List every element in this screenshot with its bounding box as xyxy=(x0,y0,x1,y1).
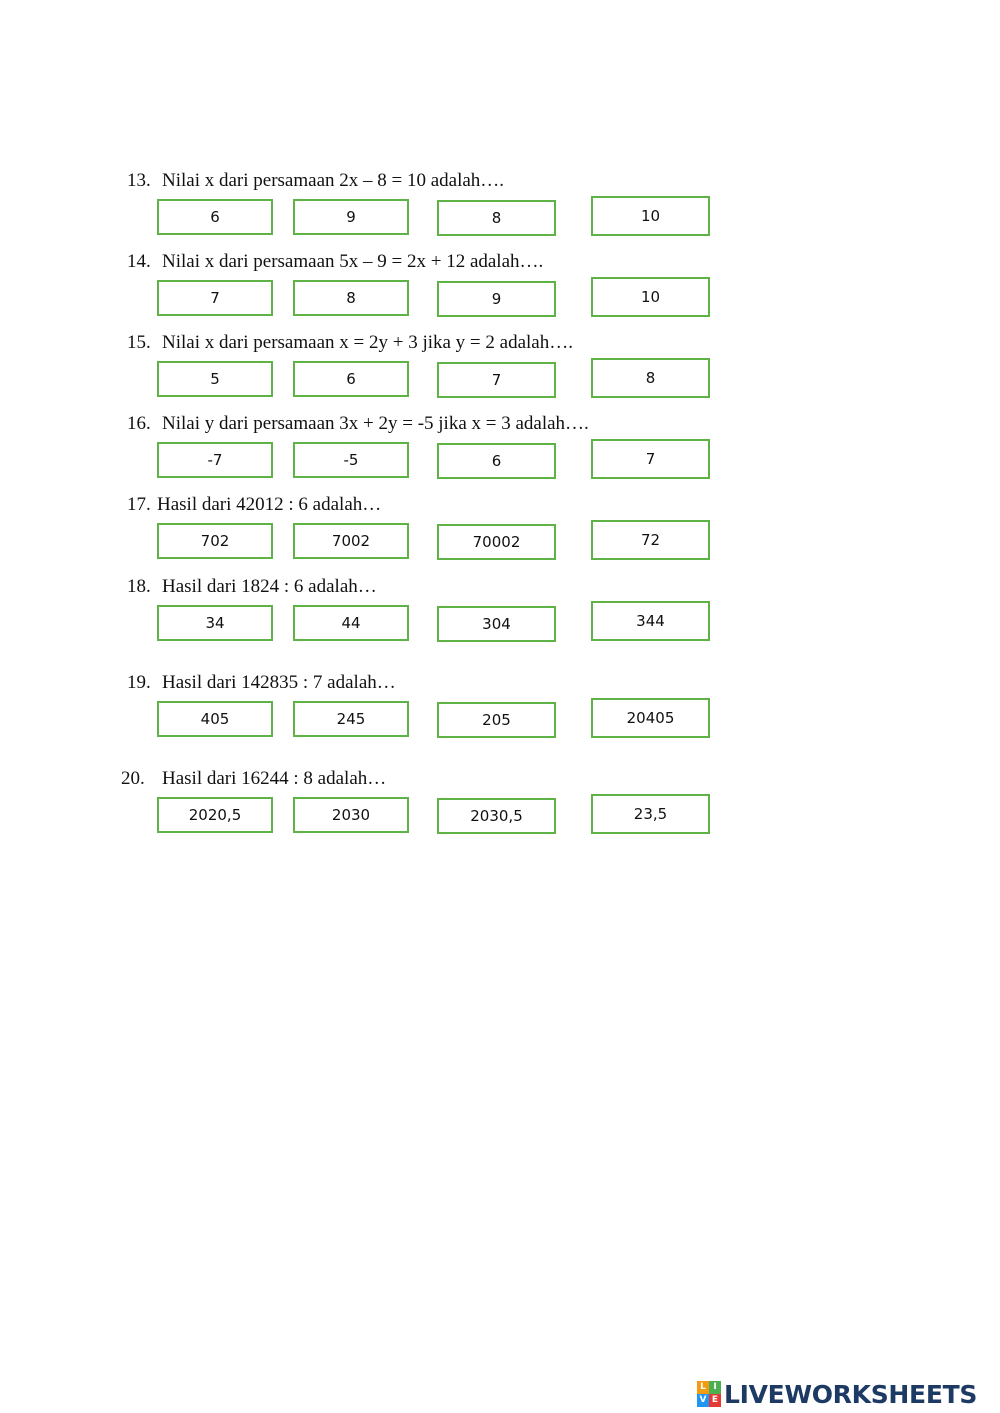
answer-option[interactable]: 405 xyxy=(157,701,273,737)
answer-option[interactable]: 23,5 xyxy=(591,794,710,834)
question-20 xyxy=(121,768,386,790)
logo-letter: E xyxy=(709,1394,721,1407)
answer-option[interactable]: 304 xyxy=(437,606,556,642)
logo-letter: V xyxy=(697,1394,709,1407)
answer-option[interactable]: 245 xyxy=(293,701,409,737)
question-text: Nilai y dari persamaan 3x + 2y = -5 jika x = 3 adalah…. xyxy=(162,413,589,434)
answer-option[interactable]: 10 xyxy=(591,277,710,317)
answer-option[interactable]: -7 xyxy=(157,442,273,478)
question-number: 18. xyxy=(127,576,151,597)
answer-option[interactable]: 5 xyxy=(157,361,273,397)
answer-option[interactable]: 2030,5 xyxy=(437,798,556,834)
question-text: Hasil dari 1824 : 6 adalah… xyxy=(162,576,377,597)
answer-option[interactable]: 7 xyxy=(591,439,710,479)
answer-option[interactable]: 344 xyxy=(591,601,710,641)
question-number: 19. xyxy=(127,672,151,693)
question-text: Hasil dari 42012 : 6 adalah… xyxy=(157,494,382,515)
question-15 xyxy=(127,332,573,354)
question-text: Nilai x dari persamaan 5x – 9 = 2x + 12 adalah…. xyxy=(162,251,544,272)
answer-option[interactable]: 2030 xyxy=(293,797,409,833)
answer-option[interactable]: 6 xyxy=(157,199,273,235)
liveworksheets-logo-icon xyxy=(697,1381,721,1407)
answer-option[interactable]: -5 xyxy=(293,442,409,478)
question-text: Hasil dari 142835 : 7 adalah… xyxy=(162,672,396,693)
answer-option[interactable]: 9 xyxy=(293,199,409,235)
answer-option[interactable]: 34 xyxy=(157,605,273,641)
question-14 xyxy=(127,251,543,273)
question-text: Nilai x dari persamaan 2x – 8 = 10 adalah…. xyxy=(162,170,505,191)
question-13 xyxy=(127,170,504,192)
answer-option[interactable]: 7002 xyxy=(293,523,409,559)
question-number: 14. xyxy=(127,251,151,272)
answer-option[interactable]: 2020,5 xyxy=(157,797,273,833)
answer-option[interactable]: 70002 xyxy=(437,524,556,560)
question-number: 20. xyxy=(121,768,145,789)
answer-option[interactable]: 8 xyxy=(591,358,710,398)
logo-letter: I xyxy=(709,1381,721,1394)
question-18 xyxy=(127,576,377,598)
answer-option[interactable]: 9 xyxy=(437,281,556,317)
answer-option[interactable]: 10 xyxy=(591,196,710,236)
answer-option[interactable]: 8 xyxy=(293,280,409,316)
answer-option[interactable]: 702 xyxy=(157,523,273,559)
question-number: 15. xyxy=(127,332,151,353)
liveworksheets-brand xyxy=(697,1379,977,1409)
answer-option[interactable]: 8 xyxy=(437,200,556,236)
question-17 xyxy=(127,494,381,516)
answer-option[interactable]: 44 xyxy=(293,605,409,641)
brand-text: LIVEWORKSHEETS xyxy=(724,1379,978,1409)
answer-option[interactable]: 20405 xyxy=(591,698,710,738)
answer-option[interactable]: 72 xyxy=(591,520,710,560)
question-19 xyxy=(127,672,396,694)
question-number: 13. xyxy=(127,170,151,191)
question-text: Hasil dari 16244 : 8 adalah… xyxy=(162,768,387,789)
answer-option[interactable]: 205 xyxy=(437,702,556,738)
question-number: 16. xyxy=(127,413,151,434)
logo-letter: L xyxy=(697,1381,709,1394)
answer-option[interactable]: 7 xyxy=(157,280,273,316)
answer-option[interactable]: 6 xyxy=(293,361,409,397)
answer-option[interactable]: 7 xyxy=(437,362,556,398)
question-number: 17. xyxy=(127,494,151,515)
answer-option[interactable]: 6 xyxy=(437,443,556,479)
question-16 xyxy=(127,413,589,435)
question-text: Nilai x dari persamaan x = 2y + 3 jika y = 2 adalah…. xyxy=(162,332,573,353)
